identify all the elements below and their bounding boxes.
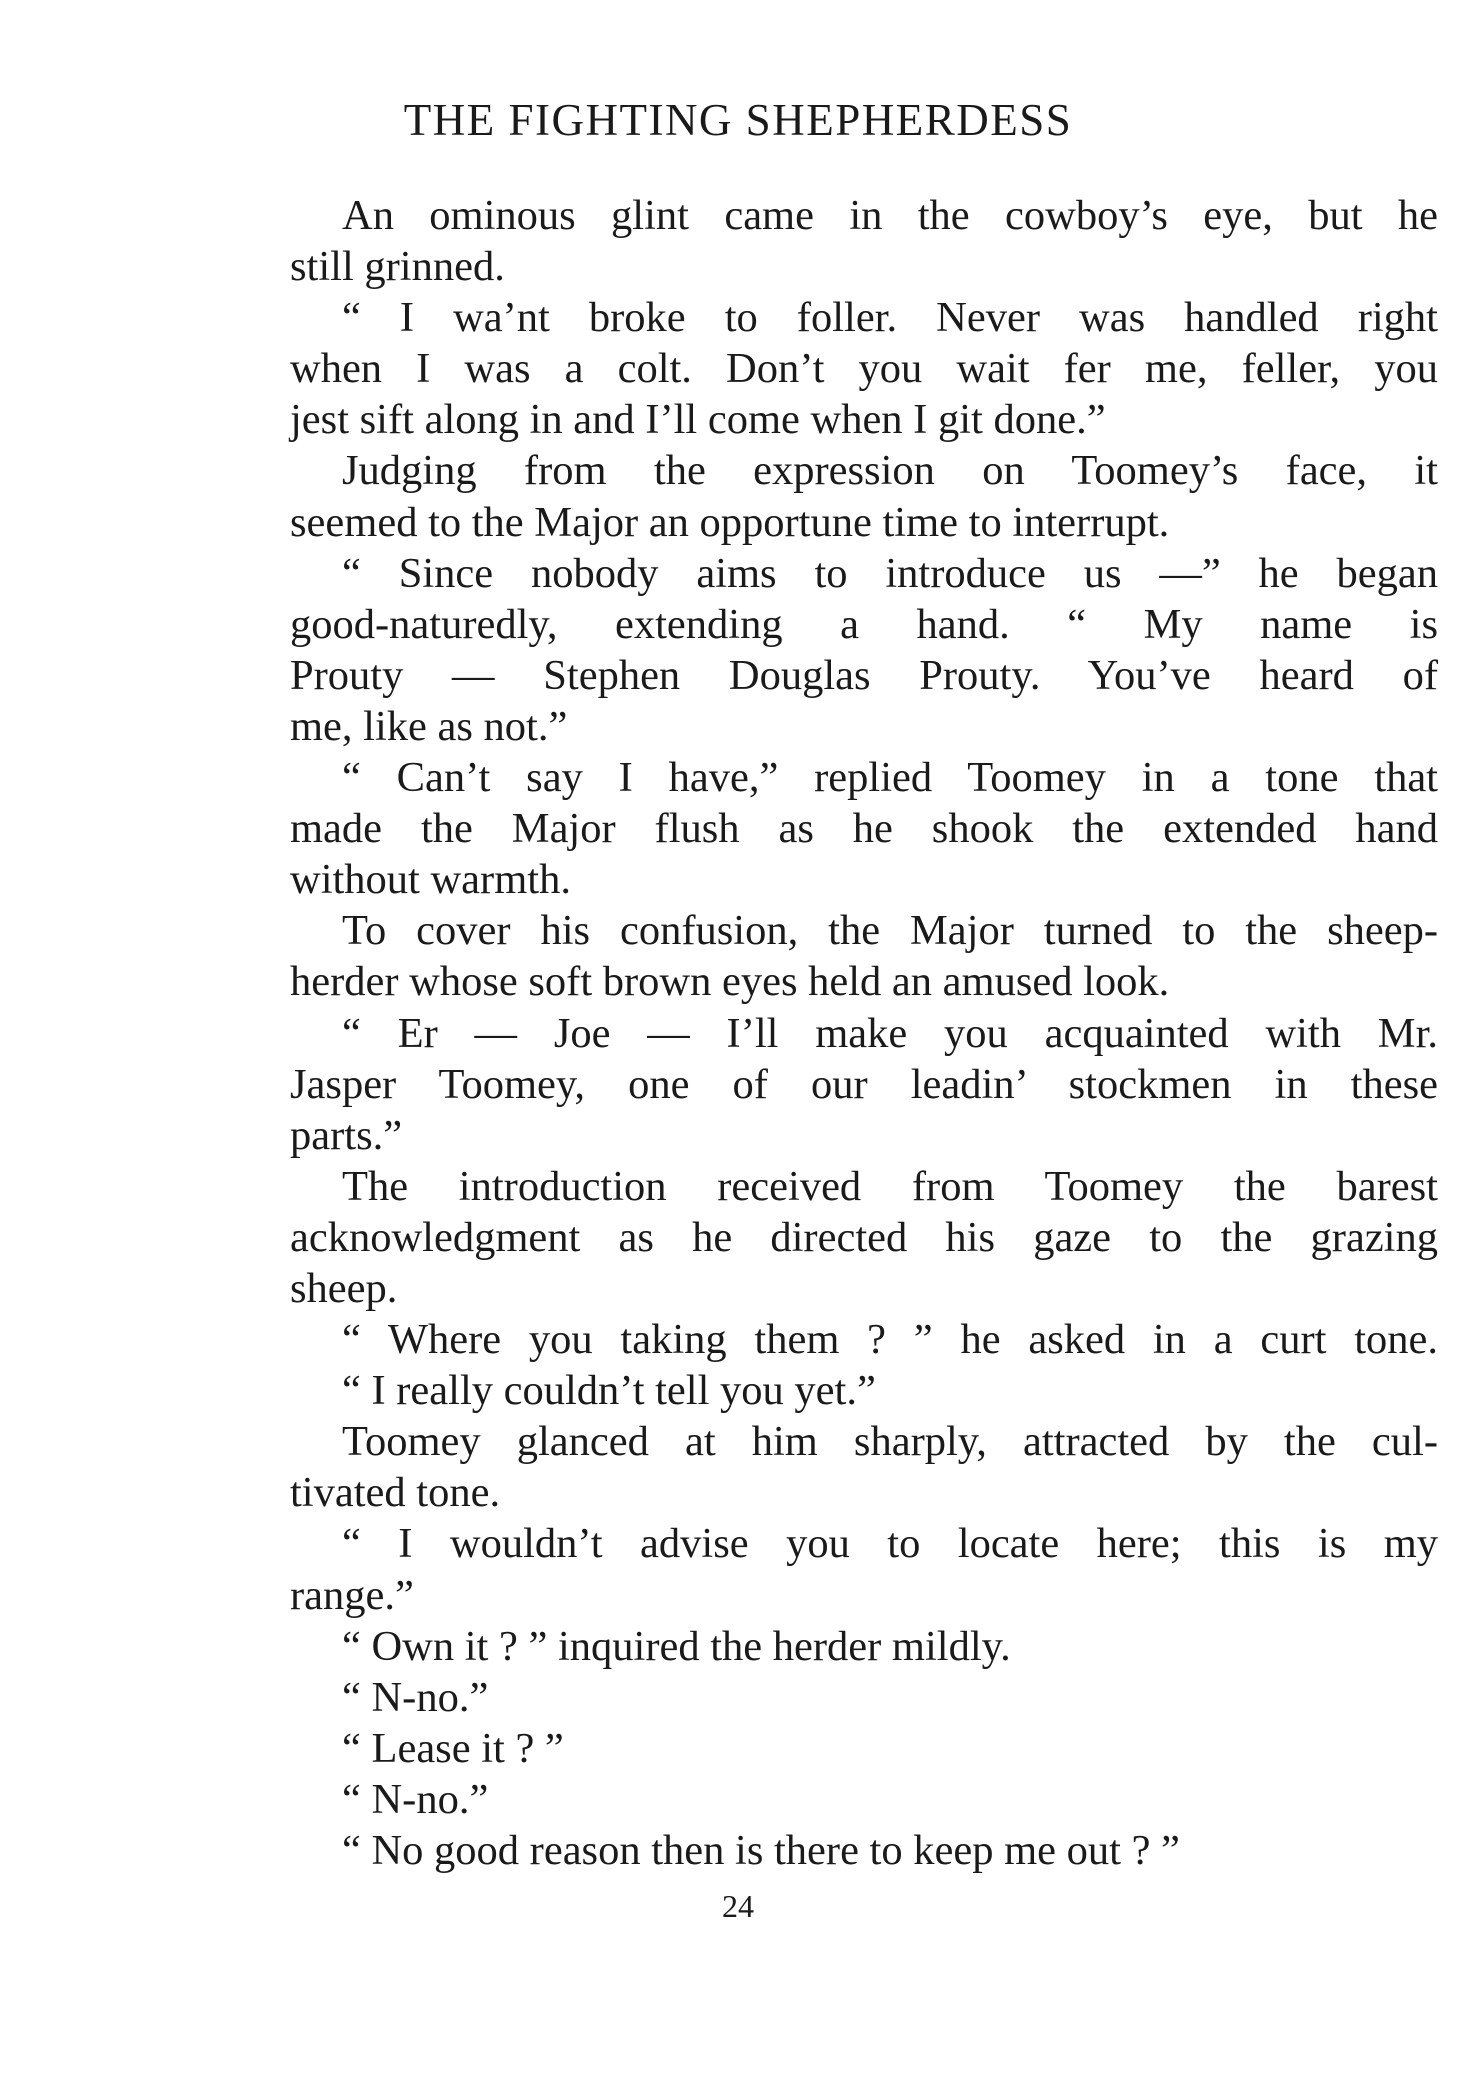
text-line: good-naturedly, extending a hand. “ My name is bbox=[290, 600, 1438, 648]
text-line: herder whose soft brown eyes held an amused look. bbox=[290, 958, 1170, 1006]
text-line: “ I really couldn’t tell you yet.” bbox=[342, 1367, 876, 1415]
text-line: jest sift along in and I’ll come when I git done.” bbox=[290, 396, 1106, 444]
text-line: “ Lease it ? ” bbox=[342, 1724, 564, 1772]
page-body-text bbox=[290, 190, 1438, 1876]
text-line: when I was a colt. Don’t you wait fer me, feller, you bbox=[290, 345, 1438, 393]
text-line: Toomey glanced at him sharply, attracted by the cul- bbox=[342, 1418, 1438, 1466]
text-line: “ Er — Joe — I’ll make you acquainted with Mr. bbox=[342, 1009, 1438, 1057]
text-line: “ Own it ? ” inquired the herder mildly. bbox=[342, 1622, 1011, 1670]
text-line: “ Where you taking them ? ” he asked in a curt tone. bbox=[342, 1316, 1438, 1364]
text-line: “ N-no.” bbox=[342, 1673, 489, 1721]
text-line: me, like as not.” bbox=[290, 702, 568, 750]
text-line: tivated tone. bbox=[290, 1469, 501, 1517]
text-line: To cover his confusion, the Major turned to the sheep- bbox=[342, 907, 1438, 955]
text-line: Jasper Toomey, one of our leadin’ stockmen in these bbox=[290, 1060, 1438, 1108]
text-line: The introduction received from Toomey the barest bbox=[342, 1162, 1438, 1210]
text-line: sheep. bbox=[290, 1264, 398, 1312]
text-line: “ Can’t say I have,” replied Toomey in a tone that bbox=[342, 754, 1438, 802]
page-number: 24 bbox=[722, 1888, 754, 1924]
text-line: acknowledgment as he directed his gaze to the grazing bbox=[290, 1213, 1438, 1261]
text-line: made the Major flush as he shook the extended hand bbox=[290, 805, 1438, 853]
text-line: An ominous glint came in the cowboy’s eye, but he bbox=[342, 192, 1438, 239]
text-line: range.” bbox=[290, 1571, 414, 1619]
text-line: “ N-no.” bbox=[342, 1775, 489, 1823]
text-line: still grinned. bbox=[290, 243, 505, 291]
text-line: “ Since nobody aims to introduce us —” he began bbox=[342, 549, 1438, 597]
text-line: without warmth. bbox=[290, 856, 571, 904]
text-line: “ I wa’nt broke to foller. Never was handled right bbox=[342, 294, 1438, 342]
running-head-title: THE FIGHTING SHEPHERDESS bbox=[403, 95, 1073, 145]
text-line: seemed to the Major an opportune time to interrupt. bbox=[290, 498, 1170, 546]
text-line: Prouty — Stephen Douglas Prouty. You’ve heard of bbox=[290, 651, 1438, 699]
text-line: parts.” bbox=[290, 1111, 403, 1159]
text-line: Judging from the expression on Toomey’s face, it bbox=[342, 447, 1438, 495]
text-line: “ No good reason then is there to keep me out ? ” bbox=[342, 1827, 1180, 1874]
text-line: “ I wouldn’t advise you to locate here; this is my bbox=[342, 1520, 1438, 1568]
